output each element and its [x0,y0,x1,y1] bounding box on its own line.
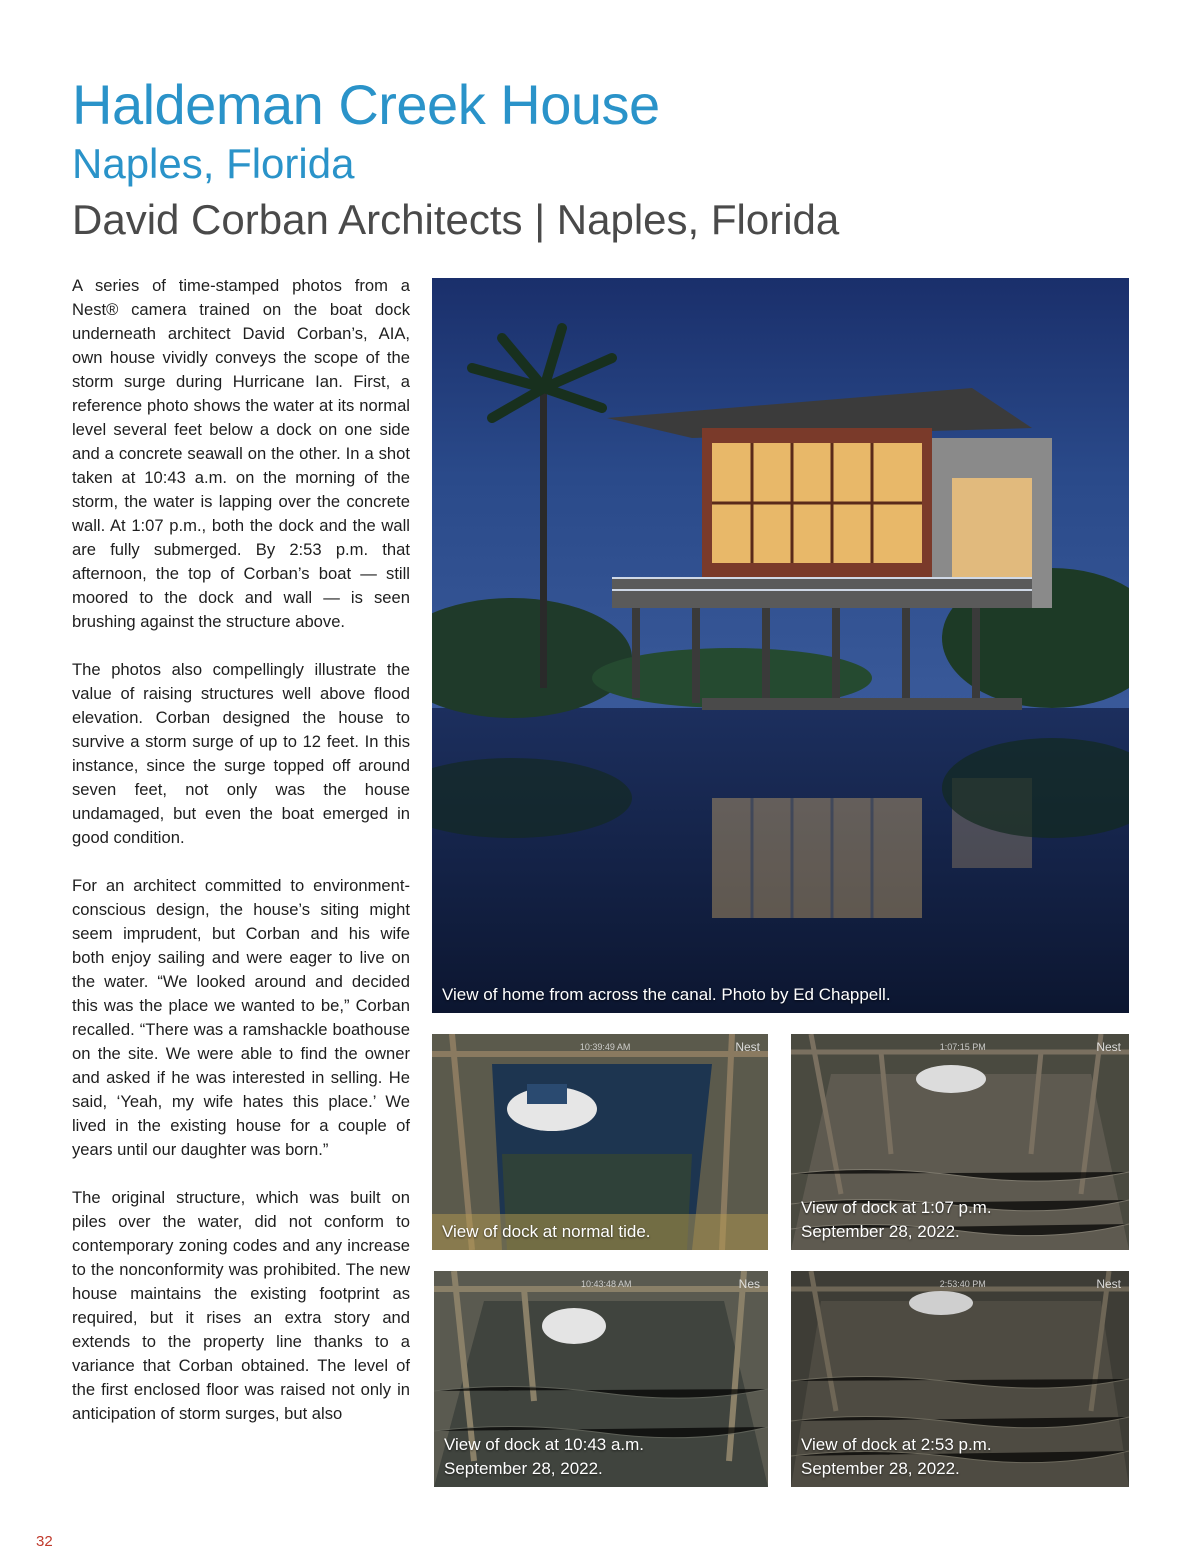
caption-line-1: View of dock at 10:43 a.m. [444,1435,645,1454]
dock-illustration [432,1034,768,1250]
dock-photo-2-53pm [791,1271,1129,1487]
title-block [72,72,1160,248]
paragraph-3: For an architect committed to environment-conscious design, the house’s siting might seem imprudent, but Corban and his wife both enjoy sailing and were eager to live on the water. “We looked around and decided this was the place we wanted to be,” Corban recalled. “There was a ramshackle boathouse on the site. We were able to find the owner and asked if he was interested in selling. He said, ‘Yeah, my wife hates this place.’ We lived in the existing house for a couple of years until our daughter was born.” [72,876,410,1159]
house-photo [432,278,1129,1013]
timestamp-overlay: 10:43:48 AM [580,1279,632,1289]
nest-logo: Nest [1096,1040,1121,1054]
caption-line-2: September 28, 2022. [801,1459,960,1478]
nest-logo: Nest [1096,1277,1121,1291]
caption-line-2: September 28, 2022. [801,1222,960,1241]
house-illustration [432,278,1129,1013]
dock-photo-1-07pm [791,1034,1129,1250]
article-body [72,274,410,1450]
timestamp-overlay: 2:53:40 PM [939,1279,986,1289]
dock-253-caption [801,1433,992,1481]
caption-line-2: September 28, 2022. [444,1459,603,1478]
dock-photo-10-43am [434,1271,768,1487]
timestamp-overlay: 1:07:15 PM [939,1042,986,1052]
page-subtitle: Naples, Florida [72,140,355,187]
house-photo-caption: View of home from across the canal. Photo by Ed Chappell. [442,985,891,1004]
paragraph-1: A series of time-stamped photos from a Nest® camera trained on the boat dock underneath architect David Corban’s, AIA, own house vividly conveys the scope of the storm surge during Hurricane Ian. First, a reference photo shows the water at its normal level several feet below a dock on one side and a concrete seawall on the other. In a shot taken at 10:43 a.m. on the morning of the storm, the water is lapping over the concrete wall. At 1:07 p.m., both the dock and the wall are fully submerged. By 2:53 p.m. that afternoon, the top of Corban’s boat — still moored to the dock and wall — is seen brushing against the structure above. [72,276,410,631]
paragraph-4: The original structure, which was built on piles over the water, did not conform to contemporary zoning codes and any increase to the nonconformity was prohibited. The new house maintains the existing footprint as required, but it rises an extra story and extends to the property line thanks to a variance that Corban obtained. The level of the first enclosed floor was raised not only in anticipation of storm surges, but also [72,1188,410,1423]
caption-line-1: View of dock at 2:53 p.m. [801,1435,992,1454]
page-number: 32 [36,1533,53,1550]
page-title: Haldeman Creek House [72,73,660,136]
dock-photo-normal-tide [432,1034,768,1250]
nest-logo: Nest [735,1040,760,1054]
dock-1043-caption [444,1433,644,1481]
dock-107-caption [801,1196,992,1244]
timestamp-overlay: 10:39:49 AM [579,1042,631,1052]
caption-line-1: View of dock at 1:07 p.m. [801,1198,992,1217]
architect-byline: David Corban Architects | Naples, Florida [72,196,840,243]
paragraph-2: The photos also compellingly illustrate the value of raising structures well above flood elevation. Corban designed the house to survive a storm surge of up to 12 feet. In this instance, since the surge topped off around seven feet, not only was the house undamaged, but even the boat emerged in good condition. [72,660,410,847]
dock-normal-caption: View of dock at normal tide. [442,1222,651,1241]
nest-logo: Nes [738,1277,760,1291]
